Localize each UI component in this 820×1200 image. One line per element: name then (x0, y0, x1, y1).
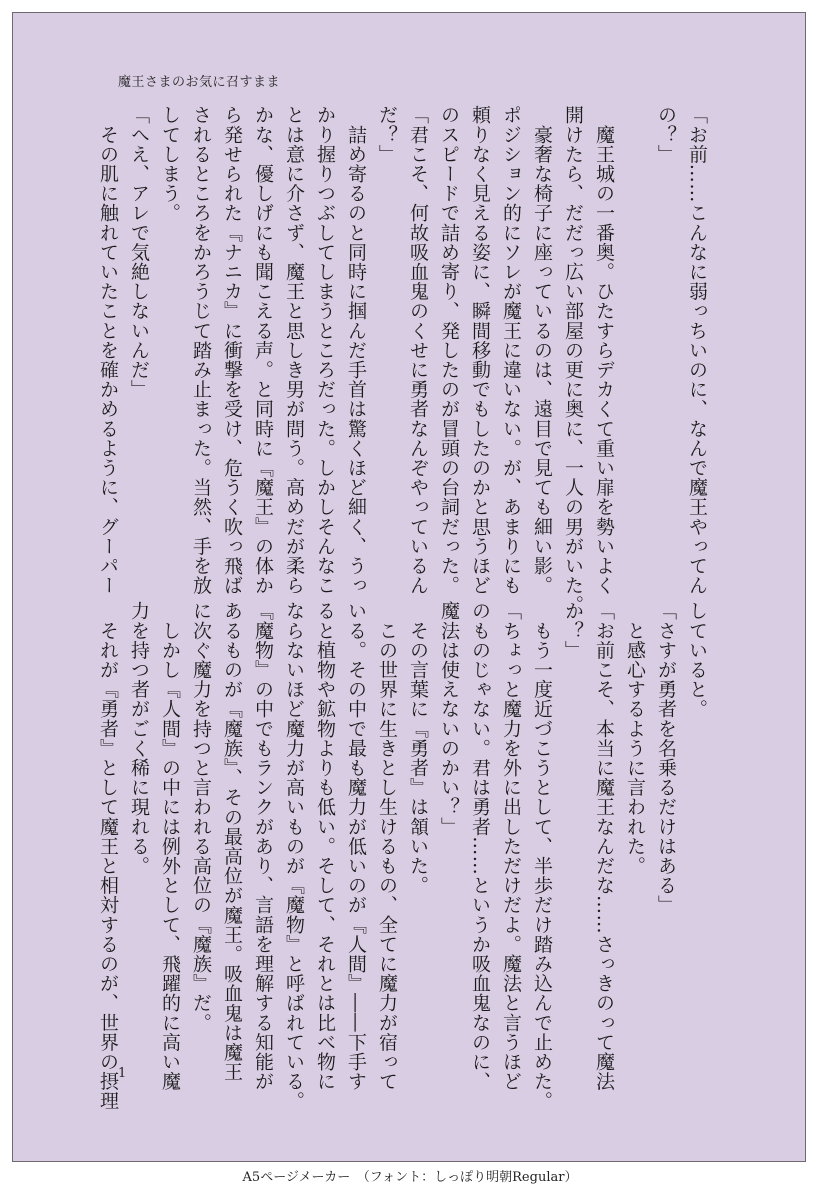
text-line: 「君こそ、何故吸血鬼のくせに勇者なんぞやっているん (407, 105, 429, 595)
text-line: 魔法は使えないのかい？」 (438, 601, 460, 837)
text-line: いる。その中で最も魔力が低いのが『人間』――下手す (345, 601, 367, 1091)
text-line: ならないほど魔力が高いものが『魔物』と呼ばれている。 (283, 601, 305, 1111)
page-number: 1 (118, 1066, 127, 1081)
text-line: 「お前……こんなに弱っちいのに、なんで魔王やってん (686, 105, 708, 595)
text-line: その肌に触れていたことを確かめるように、グーパー (97, 105, 119, 595)
text-line: 魔王城の一番奥。ひたすらデカくて重い扉を勢いよく (593, 105, 615, 595)
text-line: 詰め寄るのと同時に掴んだ手首は驚くほど細く、うっ (345, 105, 367, 595)
text-line: 豪奢な椅子に座っているのは、遠目で見ても細い影。 (531, 105, 553, 595)
text-line: もう一度近づこうとして、半歩だけ踏み込んで止めた。 (531, 601, 553, 1111)
running-title: 魔王さまのお気に召すまま (118, 75, 281, 90)
text-line: ポジション的にソレが魔王に違いない。が、あまりにも (500, 105, 522, 595)
text-line: の？」 (655, 105, 677, 164)
text-line: あるものが『魔族』、その最高位が魔王。吸血鬼は魔王 (221, 601, 243, 1082)
text-line: のスピードで詰め寄り、発したのが冒頭の台詞だった。 (438, 105, 460, 595)
text-line: この世界に生きとし生けるもの、全てに魔力が宿って (376, 601, 398, 1091)
text-line: ら発せられた『ナニカ』に衝撃を受け、危うく吹っ飛ば (221, 105, 243, 595)
text-line (619, 105, 650, 567)
text-line: 「さすが勇者を名乗るだけはある」 (655, 601, 677, 915)
text-line: かり握りつぶしてしまうところだった。しかしそんなこ (314, 105, 336, 595)
text-line: だ？」 (376, 105, 398, 164)
text-line: 開けたら、だだっ広い部屋の更に奥に、一人の男がいた。 (562, 105, 584, 615)
footer-credit: A5ページメーカー （フォント：しっぽり明朝Regular） (242, 1170, 578, 1185)
text-line: 『魔物』の中でもランクがあり、言語を理解する知能が (252, 601, 274, 1091)
text-line: かな、優しげにも聞こえる声。と同時に『魔王』の体か (252, 105, 274, 595)
book-page (12, 12, 806, 1162)
text-line: それが『勇者』として魔王と相対するのが、世界の摂理 (97, 601, 119, 1111)
text-line: とは意に介さず、魔王と思しき男が問う。高めだが柔ら (283, 105, 305, 595)
text-line: と感心するように言われた。 (624, 601, 646, 876)
text-line: していると。 (686, 601, 708, 719)
text-line: 頼りなく見える姿に、瞬間移動でもしたのかと思うほど (469, 105, 491, 595)
text-line: されるところをかろうじて踏み止まった。当然、手を放 (190, 105, 212, 595)
text-line: ると植物や鉱物よりも低い。そして、それとは比べ物に (314, 601, 336, 1091)
text-line: 「お前こそ、本当に魔王なんだな……さっきのって魔法 (593, 601, 615, 1091)
lower-text-block (97, 601, 712, 1111)
text-line: に次ぐ魔力を持つと言われる高位の『魔族』だ。 (190, 601, 212, 1033)
text-line: してしまう。 (159, 105, 181, 223)
upper-text-block (97, 105, 712, 615)
text-line: 「ちょっと魔力を外に出しただけだよ。魔法と言うほど (500, 601, 522, 1091)
text-line: 「へえ、アレで気絶しないんだ」 (128, 105, 150, 399)
text-line: か？」 (562, 601, 584, 660)
text-line: のものじゃない。君は勇者……というか吸血鬼なのに、 (469, 601, 491, 1091)
text-line: しかし『人間』の中には例外として、飛躍的に高い魔 (159, 601, 181, 1091)
text-line: 力を持つ者がごく稀に現れる。 (128, 601, 150, 876)
text-line: その言葉に『勇者』は頷いた。 (407, 601, 429, 895)
